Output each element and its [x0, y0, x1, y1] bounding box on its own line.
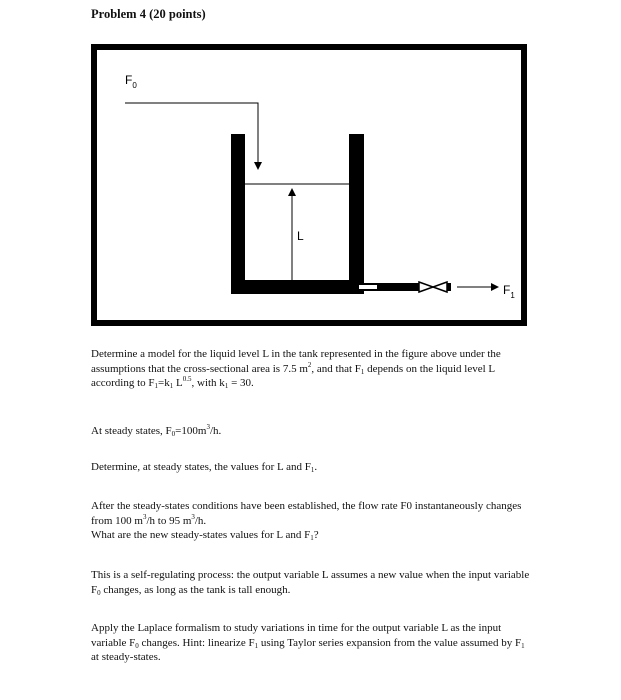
paragraph-laplace: Apply the Laplace formalism to study variations in time for the output variable L as the input variable $F_0$ changes. Hint: linearize $F_1$ using Taylor series expansion from the value assumed by $F_1$ at steady-states.	[91, 622, 525, 663]
paragraph-determine: Determine, at steady states, the values for L and $F_1$.	[91, 461, 318, 474]
problem-title: Problem 4 (20 points)	[91, 7, 206, 21]
paragraph-model: Determine a model for the liquid level L in the tank represented in the figure above under the assumptions that the cross-sectional area is 7.5 $m^2$, and that $F_1$ depends on the liquid level L according to $F_1=k_1$ $L^{0.5}$, with $k_1 = 30$.	[91, 348, 501, 390]
tank-right-wall	[349, 134, 364, 294]
level-label: L	[297, 229, 304, 243]
valve-icon-right	[433, 282, 447, 292]
outflow-label: $F_1$	[503, 283, 515, 300]
inflow-label: $F_0$	[125, 73, 137, 90]
tank-figure	[91, 44, 527, 326]
tank-left-wall	[231, 134, 245, 294]
inflow-arrow	[254, 162, 262, 170]
valve-stub	[447, 283, 451, 291]
outflow-arrow	[491, 283, 499, 291]
paragraph-self-regulating: This is a self-regulating process: the output variable L assumes a new value when the input variable $F_0$ changes, as long as the tank is tall enough.	[91, 569, 530, 597]
paragraph-flow-change: After the steady-states conditions have been established, the flow rate F0 instantaneously changes from 100 $m^3/h$ to 95 $m^3/h$. What are the new steady-states values for L and $F_1$?	[91, 500, 522, 542]
level-arrow-head	[288, 188, 296, 196]
tank-bottom	[231, 280, 364, 294]
outlet-pipe-window	[359, 285, 377, 289]
paragraph-steady-state: At steady states, $F_0=100m^3/h$.	[91, 423, 222, 438]
